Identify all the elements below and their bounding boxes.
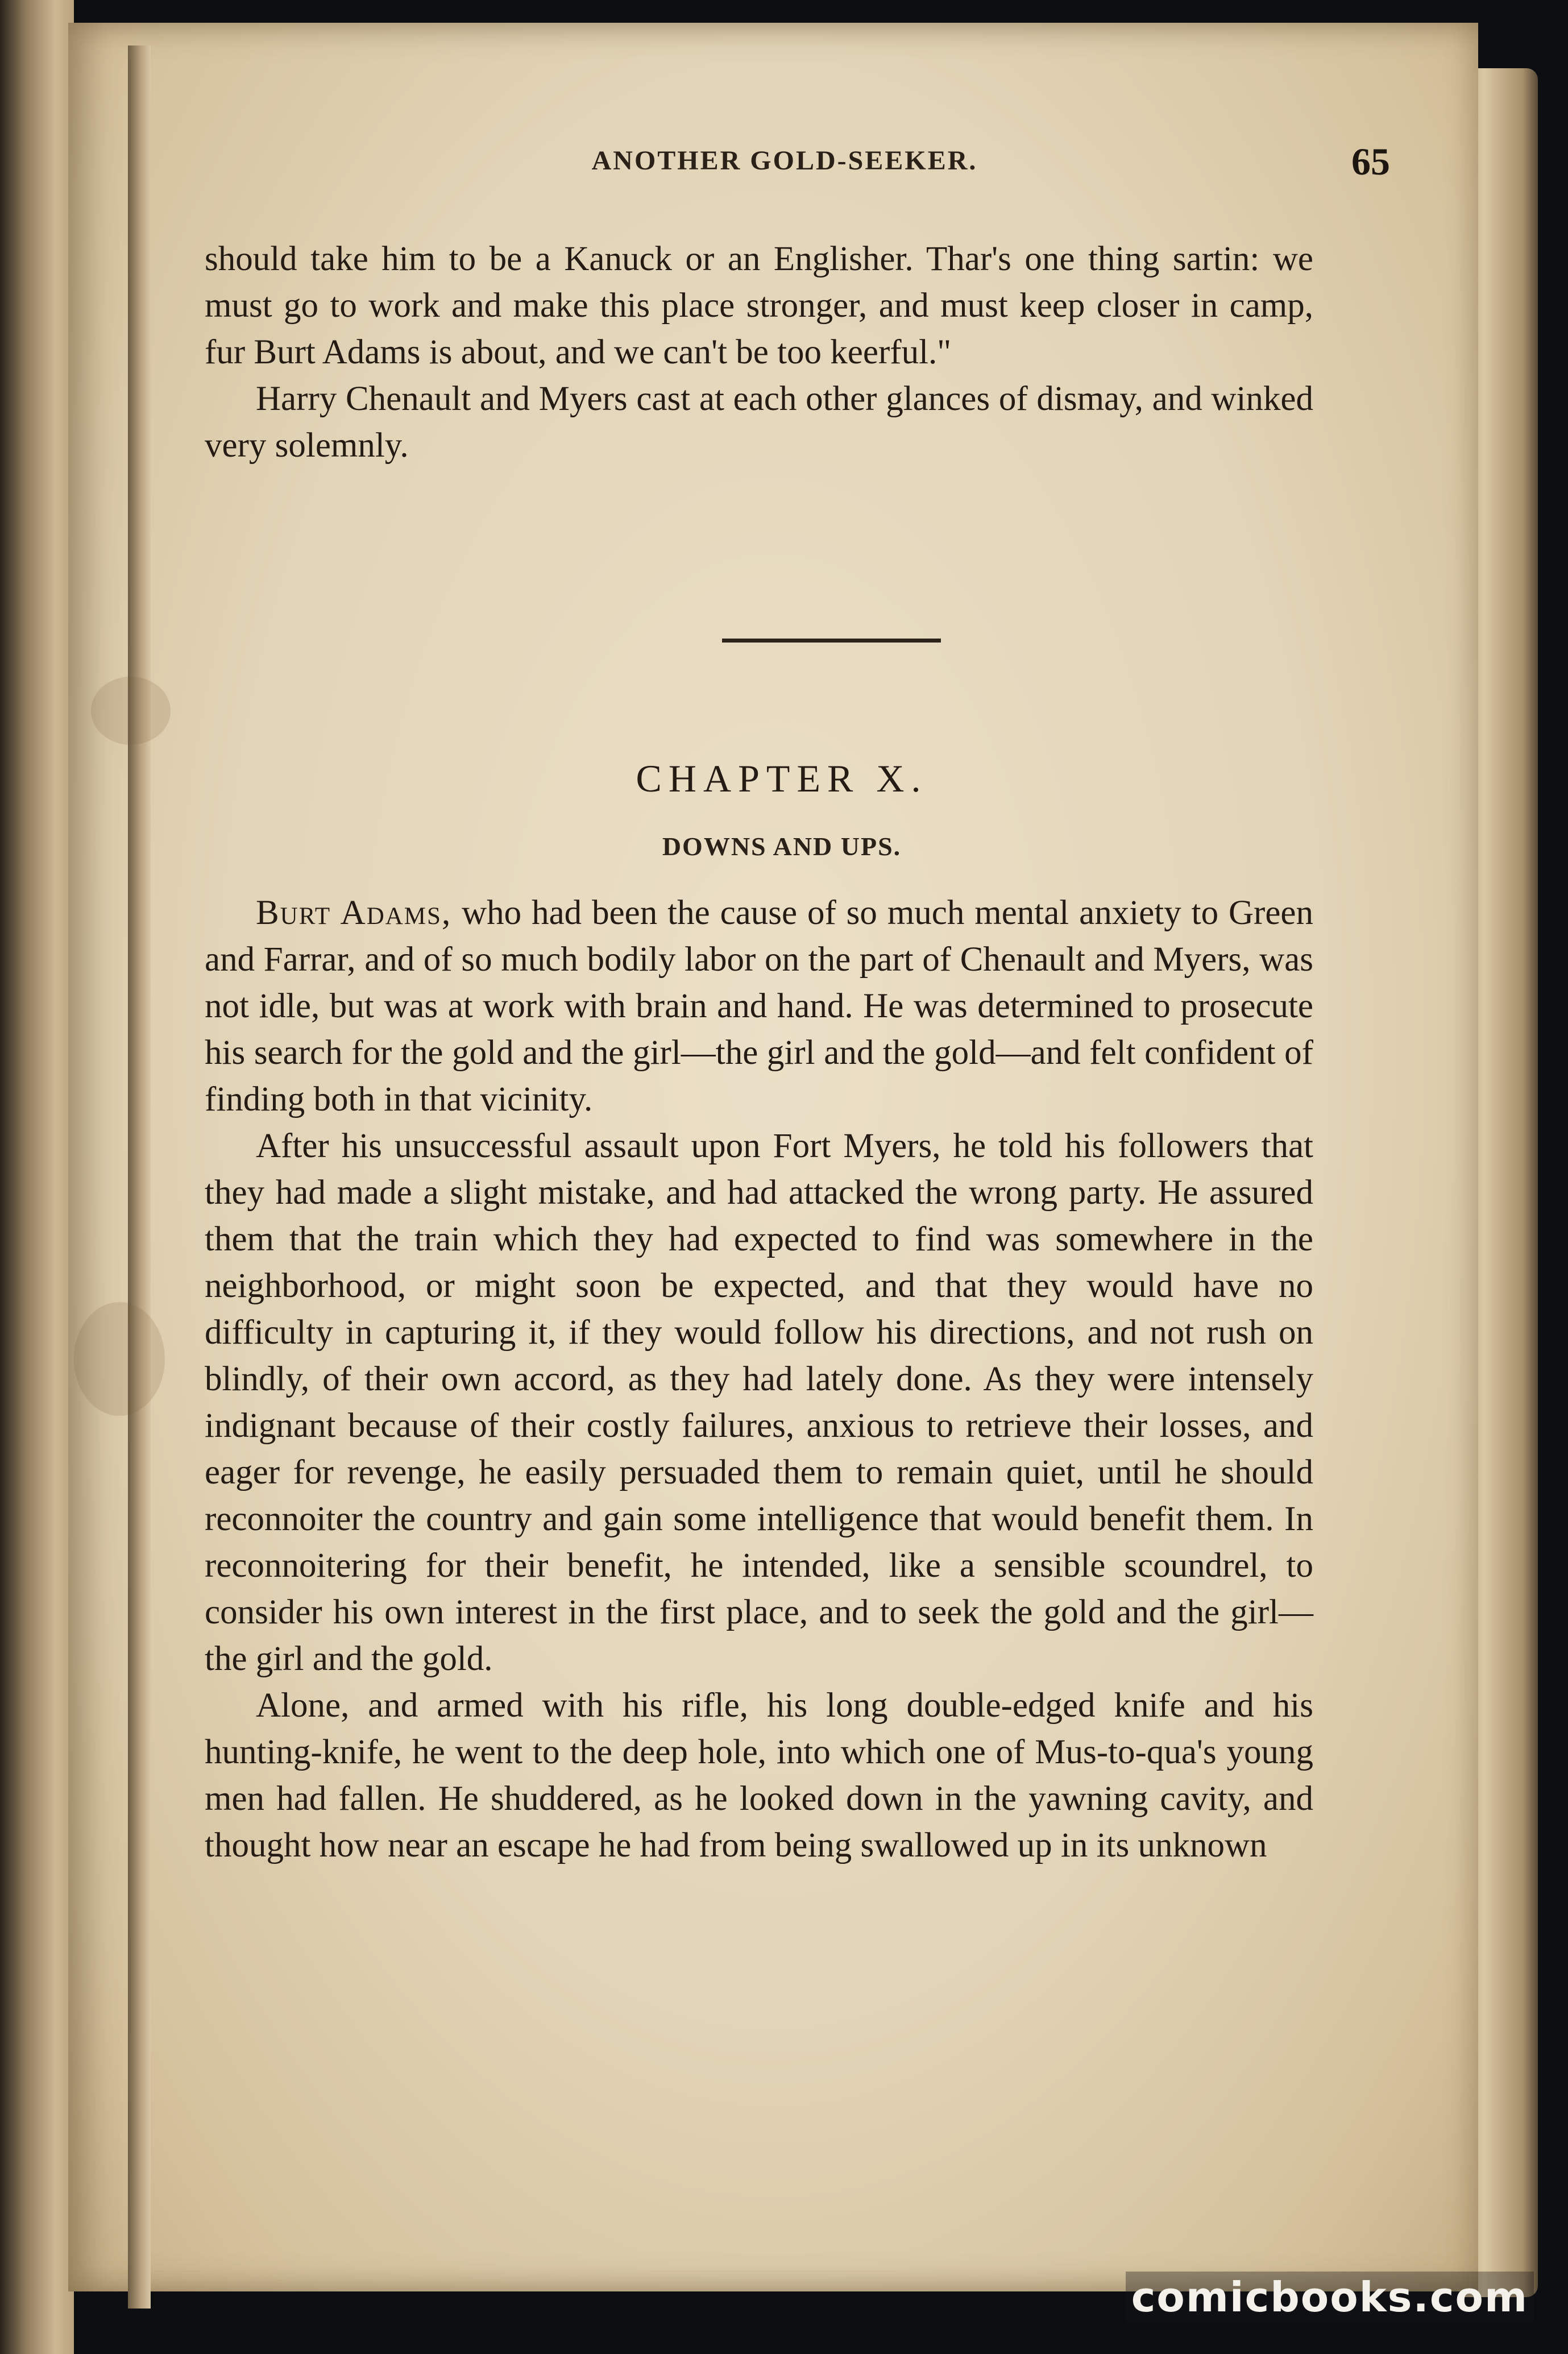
paragraph: Alone, and armed with his rifle, his long double-edged knife and his hunting-knife, he went to the deep hole, into which one of Mus-to-qua's young men had fallen. He shuddered, as he looked down in the yawning cavity, and thought how near an escape he had from being swallowed up in its unknown [205, 1686, 1313, 1864]
site-watermark: comicbooks.com [1126, 2272, 1534, 2323]
paragraph: should take him to be a Kanuck or an Englisher. Thar's one thing sartin: we must go to work and make this place stronger, and must keep closer in camp, fur Burt Adams is about, and we can't be too keerful." [205, 240, 1313, 371]
paragraph-text: who had been the cause of so much mental anxiety to Green and Farrar, and of so much bodily labor on the part of Chenault and Myers, was not idle, but was at work with brain and hand. He was determined to prosecute his search for the gold and the girl—the girl and the gold—and felt confident of finding both in that vicinity. [205, 894, 1314, 1118]
lead-name: Burt Adams, [256, 894, 452, 932]
page-number: 65 [1351, 140, 1390, 183]
paragraph: Harry Chenault and Myers cast at each other glances of dismay, and winked very solemnly. [205, 380, 1313, 465]
chapter-heading: CHAPTER X. [636, 757, 928, 800]
chapter-subtitle: DOWNS AND UPS. [662, 832, 902, 861]
chapter-body [205, 890, 1313, 1869]
paragraph: After his unsuccessful assault upon Fort Myers, he told his followers that they had made a slight mistake, and had attacked the wrong party. He assured them that the train which they had expected to find was somewhere in the neighborhood, or might soon be expected, and that they would have no difficulty in capturing it, if they would follow his directions, and not rush on blindly, of their own accord, as they had lately done. As they were intensely indignant because of their costly failures, anxious to retrieve their losses, and eager for revenge, he easily persuaded them to remain quiet, until he should reconnoiter the country and gain some intelligence that would benefit them. In reconnoitering for their benefit, he intended, like a sensible scoundrel, to consider his own interest in the first place, and to seek the gold and the girl—the girl and the gold. [205, 1127, 1313, 1678]
book-page [68, 23, 1478, 2291]
paper-stain [74, 1302, 165, 1416]
continued-text [205, 236, 1313, 469]
page-gutter [128, 45, 151, 2309]
paragraph [205, 890, 1313, 1123]
left-page-edge [0, 0, 74, 2354]
running-title: ANOTHER GOLD-SEEKER. [591, 146, 978, 176]
paper-stain [91, 677, 171, 745]
section-divider [722, 639, 941, 643]
running-head [68, 140, 1478, 185]
